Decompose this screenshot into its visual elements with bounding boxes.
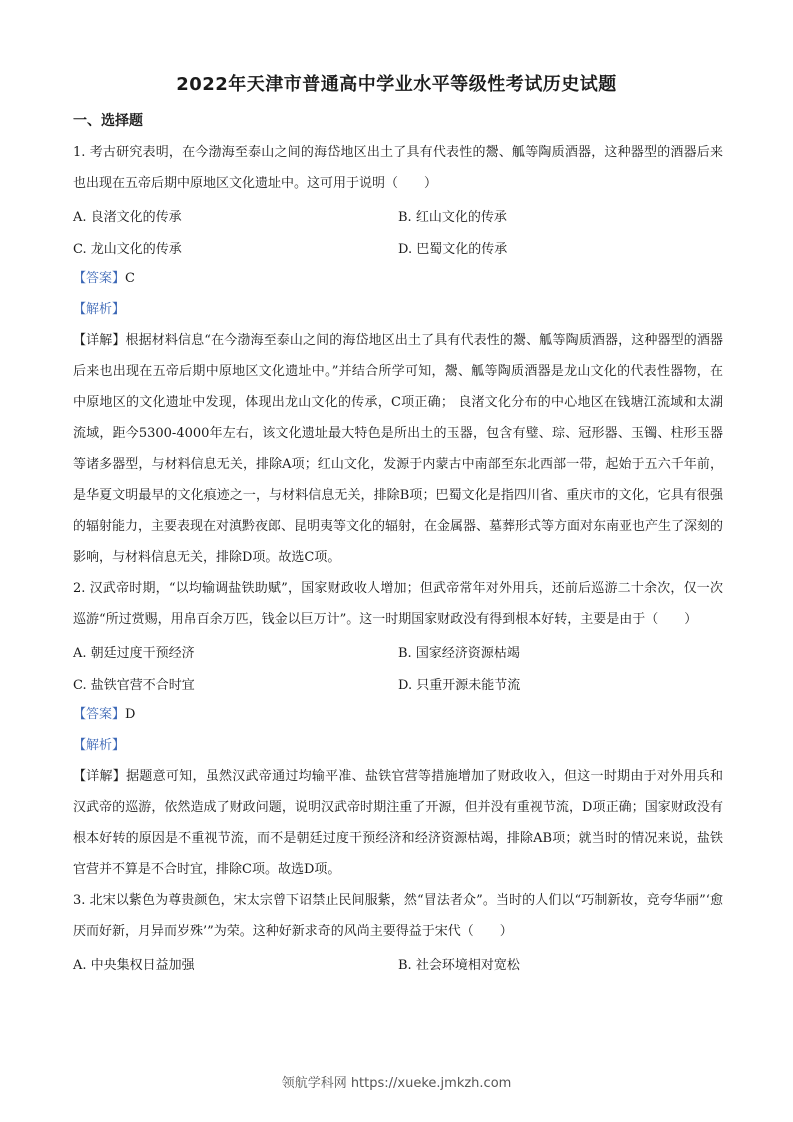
option-b: B. 国家经济资源枯竭 — [398, 645, 520, 661]
option-a: A. 朝廷过度干预经济 — [73, 645, 195, 661]
answer-line — [73, 263, 723, 294]
option-row — [73, 199, 723, 231]
detail-text: 根据材料信息“在今渤海至泰山之间的海岱地区出土了具有代表性的鬶、觚等陶质酒器，这种器型的酒器后来也出现在五帝后期中原地区文化遗址中。”并结合所学可知，鬶、觚等陶质酒器是龙山文化的代表性器物，在中原地区的文化遗址中发现，体现出龙山文化的传承，C项正确； 良渚文化分布的中心地区在钱塘江流域和太湖流域，距今5300-4000年左右，该文化遗址最大特色是所出土的玉器，包含有璧、琮、冠形器、玉镯、柱形玉器等诸多器型，与材料信息无关，排除A项；红山文化，发源于内蒙古中南部至东北西部一带，起始于五六千年前，是华夏文明最早的文化痕迹之一，与材料信息无关，排除B项；巴蜀文化是指四川省、重庆市的文化，它具有很强的辐射能力，主要表现在对滇黔夜郎、昆明夷等文化的辐射，在金属器、墓葬形式等方面对东南亚也产生了深刻的影响，与材料信息无关，排除D项。故选C项。 — [73, 333, 724, 565]
analysis-label: 【解析】 — [73, 302, 126, 317]
option-row — [73, 231, 723, 263]
answer-label: 【答案】 — [73, 271, 126, 286]
answer-value: D — [125, 707, 136, 722]
question-stem: 3. 北宋以紫色为尊贵颜色，宋太宗曾下诏禁止民间服紫，然“冒法者众”。当时的人们以“巧制新妆，竞夸华丽”‘愈厌而好新，月异而岁殊’”为荣。这种好新求奇的风尚主要得益于宋代（ ） — [73, 893, 723, 939]
answer-line — [73, 699, 723, 730]
detail-label: 【详解】 — [73, 333, 126, 348]
answer-label: 【答案】 — [73, 707, 126, 722]
detail-text: 据题意可知，虽然汉武帝通过均输平准、盐铁官营等措施增加了财政收入，但这一时期由于对外用兵和汉武帝的巡游，依然造成了财政问题，说明汉武帝时期注重了开源，但并没有重视节流，D项正确；国家财政没有根本好转的原因是不重视节流，而不是朝廷过度干预经济和经济资源枯竭，排除AB项；就当时的情况来说，盐铁官营并不算是不合时宜，排除C项。故选D项。 — [73, 769, 723, 877]
question-stem: 2. 汉武帝时期，“以均输调盐铁助赋”，国家财政收人增加；但武帝常年对外用兵，还前后巡游二十余次，仅一次巡游“所过赏赐，用帛百余万匹，钱金以巨万计”。这一时期国家财政没有得到根本好转，主要是由于（ ） — [73, 581, 723, 627]
option-row — [73, 635, 723, 667]
question-stem: 1. 考古研究表明，在今渤海至泰山之间的海岱地区出土了具有代表性的鬶、觚等陶质酒器，这种器型的酒器后来也出现在五帝后期中原地区文化遗址中。这可用于说明（ ） — [73, 145, 723, 191]
section-heading: 一、选择题 — [73, 113, 143, 129]
answer-value: C — [125, 271, 135, 286]
analysis-label: 【解析】 — [73, 738, 126, 753]
option-row — [73, 947, 723, 979]
page-title: 2022年天津市普通高中学业水平等级性考试历史试题 — [176, 74, 617, 95]
detail-paragraph — [73, 761, 723, 885]
option-a: A. 中央集权日益加强 — [73, 957, 195, 973]
footer-watermark: 领航学科网 https://xueke.jmkzh.com — [281, 1076, 512, 1091]
option-row — [73, 667, 723, 699]
option-c: C. 龙山文化的传承 — [73, 241, 182, 257]
option-b: B. 社会环境相对宽松 — [398, 957, 520, 973]
option-d: D. 只重开源未能节流 — [398, 677, 521, 693]
detail-label: 【详解】 — [73, 769, 127, 784]
option-c: C. 盐铁官营不合时宜 — [73, 677, 195, 693]
question-list — [73, 137, 723, 979]
detail-paragraph — [73, 325, 723, 573]
option-d: D. 巴蜀文化的传承 — [398, 241, 508, 257]
option-b: B. 红山文化的传承 — [398, 209, 507, 225]
option-a: A. 良渚文化的传承 — [73, 209, 182, 225]
